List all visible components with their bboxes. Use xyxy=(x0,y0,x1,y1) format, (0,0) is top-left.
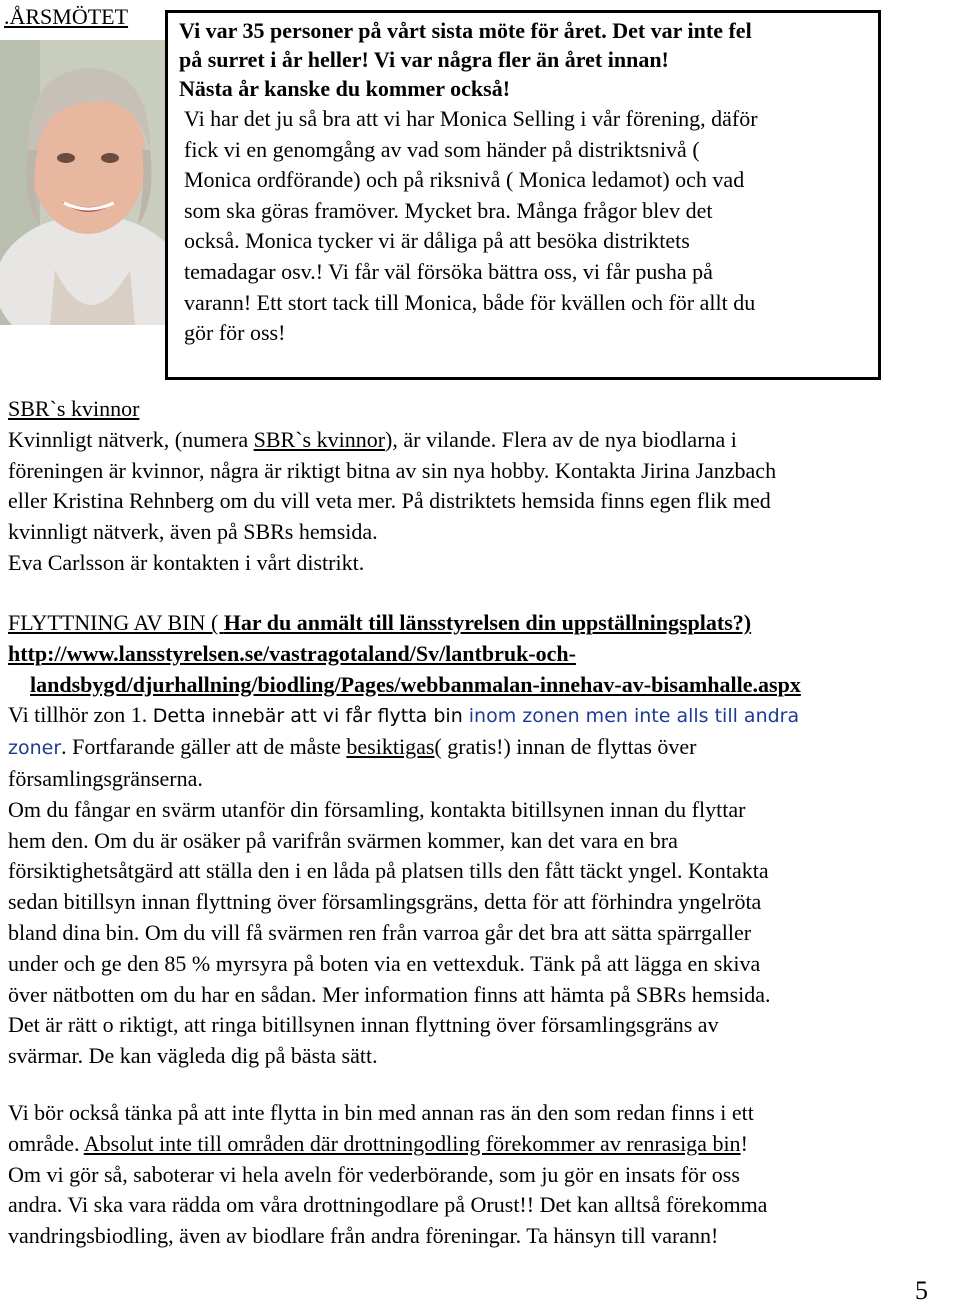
text-line: varann! Ett stort tack till Monica, både för kvällen och för allt du xyxy=(184,289,756,315)
text-line: andra. Vi ska vara rädda om våra drottningodlare på Orust!! Det kan alltså förekomma xyxy=(8,1192,768,1218)
text-line: församlingsgränserna. xyxy=(8,765,203,791)
sbr-heading: SBR`s kvinnor xyxy=(8,396,140,421)
lansstyrelsen-link[interactable]: http://www.lansstyrelsen.se/vastragotaland/Sv/lantbruk-och- xyxy=(8,640,576,666)
rase-section xyxy=(8,1098,958,1252)
text-line: Vi tillhör zon 1. Detta innebär att vi får flytta bin inom zonen men inte alls till andra xyxy=(8,702,800,728)
text-line: zoner. Fortfarande gäller att de måste besiktigas( gratis!) innan de flyttas över xyxy=(8,734,697,760)
text-line: Eva Carlsson är kontakten i vårt distrikt. xyxy=(8,549,365,575)
meeting-body-text xyxy=(184,104,874,349)
text-line: på surret i år heller! Vi var några fler än året innan! xyxy=(179,47,669,72)
flytt-section xyxy=(8,608,958,1072)
text-line: också. Monica tycker vi är dåliga på att besöka distriktets xyxy=(184,228,690,254)
text-line: över nätbotten om du har en sådan. Mer information finns att hämta på SBRs hemsida. xyxy=(8,981,771,1007)
text-line: Kvinnligt nätverk, (numera SBR`s kvinnor), är vilande. Flera av de nya biodlarna i xyxy=(8,426,737,452)
text-line: sedan bitillsyn innan flyttning över församlingsgräns, detta för att förhindra yngelröta xyxy=(8,889,762,915)
text-line: försiktighetsåtgärd att ställa den i en låda på platsen tills den fått täckt yngel. Kontakta xyxy=(8,858,769,884)
meeting-bold-text xyxy=(179,16,879,103)
text-line: område. Absolut inte till områden där drottningodling förekommer av renrasiga bin! xyxy=(8,1130,748,1156)
sbr-section xyxy=(8,394,958,579)
text-line: Det är rätt o riktigt, att ringa bitillsynen innan flyttning över församlingsgräns av xyxy=(8,1012,719,1038)
lansstyrelsen-link-cont[interactable]: landsbygd/djurhallning/biodling/Pages/webbanmalan-innehav-av-bisamhalle.aspx xyxy=(30,671,801,697)
section-title-arsmotet: .ÅRSMÖTET xyxy=(4,4,129,29)
text-line: svärmar. De kan vägleda dig på bästa sätt. xyxy=(8,1043,378,1069)
portrait-photo xyxy=(0,40,165,325)
text-line: eller Kristina Rehnberg om du vill veta mer. På distriktets hemsida finns egen flik med xyxy=(8,488,771,514)
text-line: vandringsbiodling, även av biodlare från andra föreningar. Ta hänsyn till varann! xyxy=(8,1223,719,1249)
text-line: föreningen är kvinnor, några är riktigt bitna av sin nya hobby. Kontakta Jirina Janzbach xyxy=(8,457,777,483)
flytt-heading: FLYTTNING AV BIN ( Har du anmält till länsstyrelsen din uppställningsplats?) xyxy=(8,610,752,635)
text-line: Vi bör också tänka på att inte flytta in bin med annan ras än den som redan finns i ett xyxy=(8,1100,754,1125)
text-line: under och ge den 85 % myrsyra på boten via en vettexduk. Tänk på att lägga en skiva xyxy=(8,950,761,976)
text-line: Om vi gör så, saboterar vi hela aveln för vederbörande, som ju gör en insats för oss xyxy=(8,1161,740,1187)
text-line: temadagar osv.! Vi får väl försöka bättra oss, vi får pusha på xyxy=(184,258,713,284)
sbr-link[interactable]: SBR`s kvinnor xyxy=(253,426,386,452)
text-line: Vi var 35 personer på vårt sista möte för året. Det var inte fel xyxy=(179,18,752,43)
text-line: hem den. Om du är osäker på varifrån svärmen kommer, kan det vara en bra xyxy=(8,827,678,853)
text-line: Om du fångar en svärm utanför din församling, kontakta bitillsynen innan du flyttar xyxy=(8,796,746,822)
text-line: Nästa år kanske du kommer också! xyxy=(179,76,511,101)
text-line: Vi har det ju så bra att vi har Monica Selling i vår förening, däför xyxy=(184,106,758,131)
text-line: fick vi en genomgång av vad som händer på distriktsnivå ( xyxy=(184,136,700,162)
text-line: kvinnligt nätverk, även på SBRs hemsida. xyxy=(8,519,378,545)
text-line: gör för oss! xyxy=(184,320,286,346)
text-line: Monica ordförande) och på riksnivå ( Monica ledamot) och vad xyxy=(184,167,745,193)
text-line: bland dina bin. Om du vill få svärmen ren från varroa går det bra att sätta spärrgaller xyxy=(8,919,752,945)
text-line: som ska göras framöver. Mycket bra. Många frågor blev det xyxy=(184,197,713,223)
besiktigas-link[interactable]: besiktigas xyxy=(346,734,435,760)
page-number: 5 xyxy=(915,1276,928,1305)
